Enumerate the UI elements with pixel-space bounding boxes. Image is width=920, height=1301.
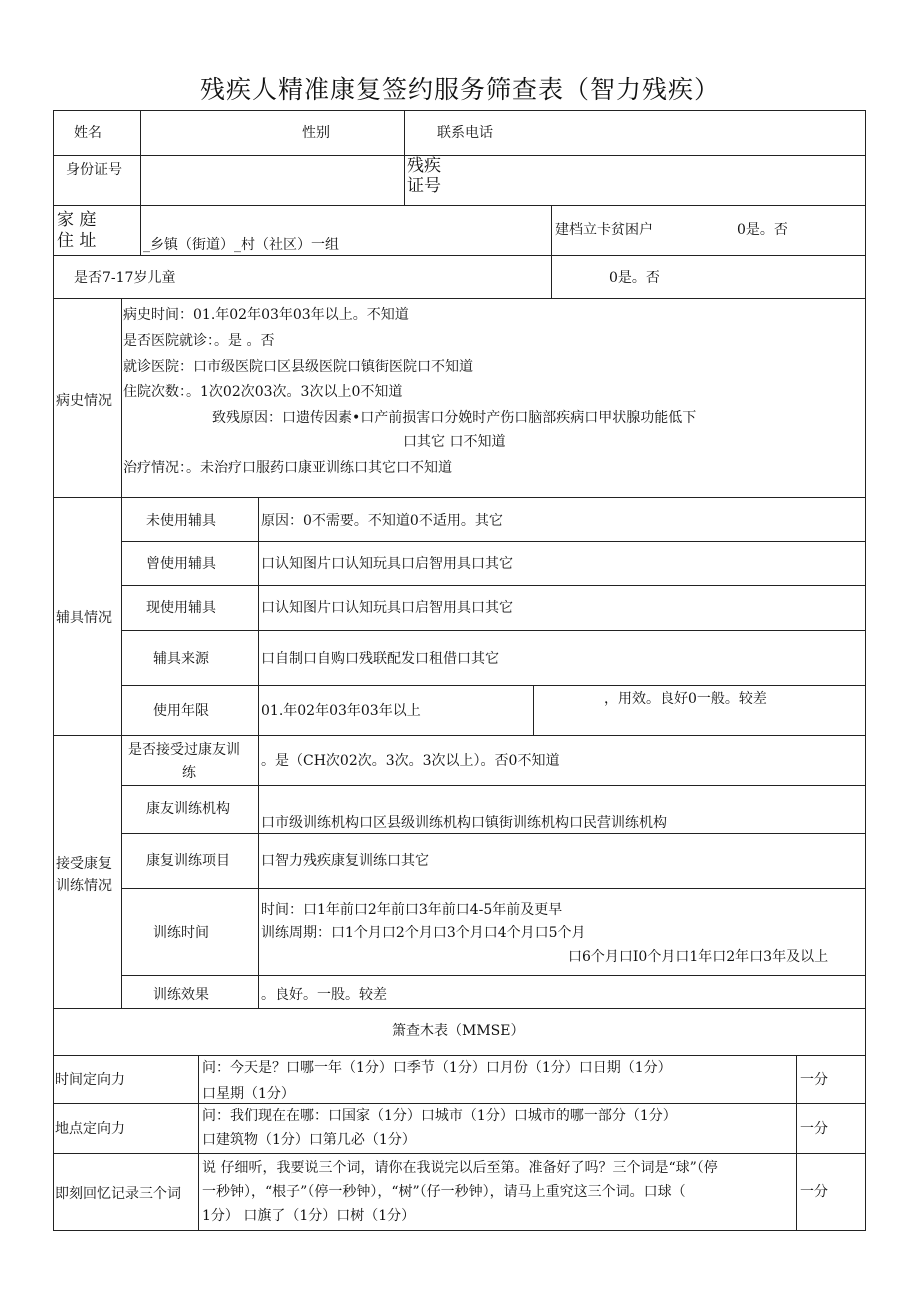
- aids-row-label: 曾使用辅具: [146, 556, 216, 572]
- divider: [53, 1055, 866, 1056]
- history-line: 病史时间：01.年02年03年03年以上。不知道: [123, 307, 409, 323]
- disability-cert-label-line1: 残疾: [407, 156, 441, 176]
- divider: [53, 298, 866, 299]
- history-line: 治疗情况：。未治疗口服药口康亚训练口其它口不知道: [123, 460, 452, 476]
- phone-label: 联系电话: [437, 125, 493, 141]
- history-line: 住院次数：。1次02次03次。3次以上0不知道: [123, 384, 403, 400]
- training-institution-value: 口市级训练机构口区县级训练机构口镇街训练机构口民营训练机构: [261, 815, 667, 831]
- divider: [53, 1153, 866, 1154]
- divider: [198, 1055, 199, 1230]
- divider: [533, 685, 534, 735]
- disability-cert-label-line2: 证号: [407, 176, 441, 196]
- address-label-line1: 家 庭: [57, 210, 97, 230]
- mmse-header: 箫查木表（MMSE）: [392, 1023, 525, 1039]
- divider: [796, 1055, 797, 1230]
- gender-label: 性别: [302, 125, 330, 141]
- training-time-line: 时间：口1年前口2年前口3年前口4-5年前及更早: [261, 902, 563, 918]
- address-value: _乡镇（街道）_村（社区）一组: [143, 237, 339, 253]
- training-project-label: 康复训练项目: [146, 853, 230, 869]
- training-time-line: 训练周期：口1个月口2个月口3个月口4个月口5个月: [261, 925, 586, 941]
- id-number-label: 身份证号: [66, 162, 122, 178]
- training-received-label-line1: 是否接受过康友训: [128, 742, 240, 758]
- divider: [404, 110, 405, 205]
- aids-row-label: 使用年限: [153, 703, 209, 719]
- divider: [121, 685, 866, 686]
- aids-row-label: 现使用辅具: [146, 600, 216, 616]
- history-line: 是否医院就诊：。是 。否: [123, 333, 275, 349]
- mmse-row-line: 1分） 口旗了（1分）口树（1分）: [202, 1208, 416, 1224]
- history-line: 口其它 口不知道: [403, 434, 506, 450]
- child-age-label: 是否7-17岁儿童: [74, 270, 176, 286]
- aids-row-label: 辅具来源: [153, 651, 209, 667]
- training-project-value: 口智力残疾康复训练口其它: [261, 853, 429, 869]
- mmse-row-score: 一分: [800, 1072, 828, 1088]
- page-title: 残疾人精准康复签约服务筛查表（智力残疾）: [199, 75, 720, 104]
- divider: [121, 833, 866, 834]
- name-label: 姓名: [74, 125, 102, 141]
- mmse-row-line: 口星期（1分）: [202, 1086, 295, 1102]
- aids-row-value: 01.年02年03年03年以上: [261, 703, 421, 719]
- aids-effect-value: ，用效。良好0一般。较差: [604, 691, 767, 707]
- mmse-row-line: 口建筑物（1分）口第几必（1分）: [202, 1132, 416, 1148]
- mmse-row-label: 即刻回忆记录三个词: [55, 1186, 181, 1202]
- history-line: 致残原因：口遗传因素•口产前损害口分娩时产伤口脑部疾病口甲状腺功能低下: [212, 410, 697, 426]
- divider: [121, 785, 866, 786]
- training-institution-label: 康友训练机构: [146, 801, 230, 817]
- child-age-value: 0是。否: [609, 270, 660, 286]
- border-top: [53, 110, 866, 111]
- training-time-line: 口6个月口I0个月口1年口2年口3年及以上: [568, 949, 829, 965]
- divider: [121, 888, 866, 889]
- training-received-label-line2: 练: [182, 765, 196, 781]
- divider: [53, 1103, 866, 1104]
- mmse-row-score: 一分: [800, 1121, 828, 1137]
- aids-row-value: 口认知图片口认知玩具口启智用具口其它: [261, 556, 513, 572]
- mmse-row-label: 时间定向力: [55, 1072, 125, 1088]
- training-label-line1: 接受康复: [56, 856, 112, 872]
- aids-row-value: 口认知图片口认知玩具口启智用具口其它: [261, 600, 513, 616]
- history-label: 病史情况: [56, 393, 112, 409]
- divider: [121, 298, 122, 1008]
- border-left: [53, 110, 54, 1230]
- mmse-row-line: 一秒钟），“根子”（停一秒钟），“树”（仔一秒钟），请马上重究这三个词。口球（: [202, 1184, 686, 1200]
- history-line: 就诊医院：口市级医院口区县级医院口镇街医院口不知道: [123, 359, 473, 375]
- poverty-value: 0是。否: [737, 222, 788, 238]
- border-right: [865, 110, 866, 1230]
- mmse-row-score: 一分: [800, 1184, 828, 1200]
- training-received-value: 。是（CH次02次。3次。3次以上）。否0不知道: [261, 753, 560, 769]
- mmse-row-line: 问：今天是？口哪一年（1分）口季节（1分）口月份（1分）口日期（1分）: [202, 1060, 672, 1076]
- aids-row-value: 口自制口自购口残联配发口租借口其它: [261, 651, 499, 667]
- divider: [121, 541, 866, 542]
- address-label-line2: 住 址: [57, 231, 97, 251]
- training-effect-value: 。良好。一股。较差: [261, 987, 387, 1003]
- divider: [551, 205, 552, 298]
- mmse-row-line: 问：我们现在在哪：口国家（1分）口城市（1分）口城市的哪一部分（1分）: [202, 1108, 677, 1124]
- divider: [121, 585, 866, 586]
- divider: [53, 155, 866, 156]
- divider: [258, 497, 259, 1008]
- aids-row-label: 未使用辅具: [146, 513, 216, 529]
- training-time-label: 训练时间: [153, 925, 209, 941]
- border-bottom: [53, 1230, 866, 1231]
- aids-label: 辅具情况: [56, 610, 112, 626]
- divider: [53, 1008, 866, 1009]
- training-effect-label: 训练效果: [153, 987, 209, 1003]
- divider: [53, 735, 866, 736]
- divider: [53, 205, 866, 206]
- divider: [53, 497, 866, 498]
- divider: [140, 110, 141, 255]
- training-label-line2: 训练情况: [56, 878, 112, 894]
- mmse-row-label: 地点定向力: [55, 1121, 125, 1137]
- divider: [121, 975, 866, 976]
- divider: [53, 255, 866, 256]
- mmse-row-line: 说 仔细听，我要说三个词，请你在我说完以后至第。准备好了吗？三个词是“球”（停: [202, 1160, 718, 1176]
- divider: [121, 630, 866, 631]
- poverty-label: 建档立卡贫困户: [555, 222, 653, 238]
- aids-row-value: 原因：0不需要。不知道0不适用。其它: [261, 513, 503, 529]
